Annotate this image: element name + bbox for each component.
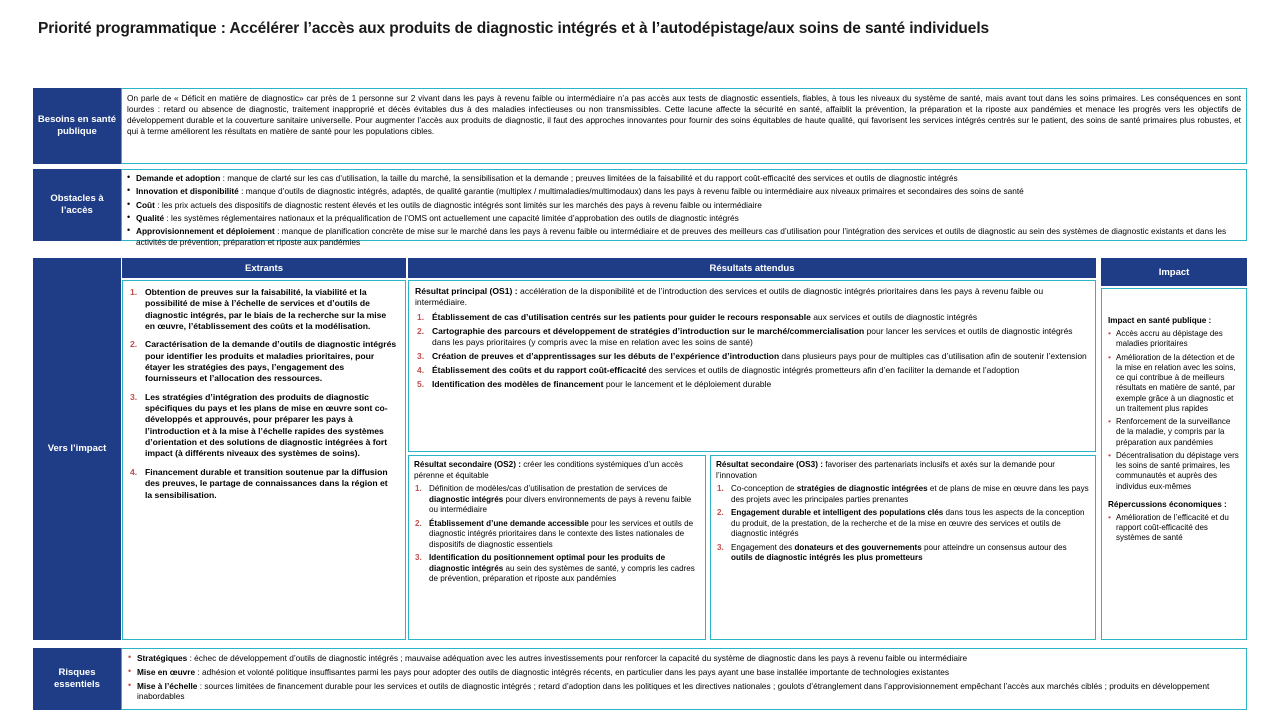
- key-risks-label: Risques essentiels: [33, 648, 121, 710]
- primary-outcome-lead-bold: Résultat principal (OS1) :: [415, 286, 518, 296]
- secondary-outcome-os2-panel: [408, 455, 706, 640]
- outcome-item: [415, 326, 1089, 348]
- outcome-item-term: Création de preuves et d’apprentissages sur les débuts de l’expérience d’introduction: [432, 350, 780, 361]
- os3-item-t2: pour atteindre un consensus autour des: [921, 542, 1067, 552]
- os2-item-t2: pour divers environnements de pays à revenu faible ou intermédiaire: [429, 494, 692, 515]
- os2-list: [414, 484, 700, 585]
- barrier-item-text: : manque d’outils de diagnostic intégrés, adaptés, de qualité garantie (multiplex / multimaladies/multimodaux) dans les pays à revenu faible ou intermédiaire aux niveaux primaires et secondaires des soins de santé: [238, 186, 1024, 197]
- barrier-item-text: : les systèmes réglementaires nationaux et la préqualification de l’OMS ont actuellement une capacité limitée d’approbation des outils de diagnostic intégrés: [164, 212, 739, 223]
- os3-item-b2: outils de diagnostic intégrés les plus prometteurs: [731, 553, 923, 563]
- public-health-needs-content: [121, 88, 1247, 164]
- barrier-item-term: Coût: [136, 199, 155, 210]
- risk-item-text: : adhésion et volonté politique insuffisantes parmi les pays pour adopter des outils de diagnostic intégrés récents, en particulier dans les pays ayant une base installée importante de technologies existantes: [195, 666, 950, 677]
- barrier-item-term: Innovation et disponibilité: [136, 186, 239, 197]
- outcome-item: [415, 379, 1089, 390]
- column-header-impact: Impact: [1101, 258, 1247, 286]
- os2-item: [414, 484, 700, 516]
- outputs-panel: [122, 280, 406, 640]
- outcome-item-text: pour le lancement et le déploiement durable: [603, 378, 772, 389]
- towards-impact-label: Vers l’impact: [33, 258, 121, 640]
- output-item: Les stratégies d’intégration des produits de diagnostic spécifiques du pays et les plans de mise en œuvre sont co-développés et approuvés, pour préparer les pays à l’introduction et à la mise à l’échelle rapides des systèmes d’orientation et des solutions de diagnostic intégrées à fort impact (à différents niveaux des systèmes de soins).: [145, 391, 388, 459]
- page-title: Priorité programmatique : Accélérer l’accès aux produits de diagnostic intégrés et à l’autodépistage/aux soins de santé individuels: [38, 20, 990, 37]
- os3-item-b: stratégies de diagnostic intégrées: [796, 484, 928, 494]
- public-health-needs-text: On parle de « Déficit en matière de diagnostic» car près de 1 personne sur 2 vivant dans les pays à revenu faible ou intermédiaire n’a pas accès aux tests de diagnostic essentiels, fiables, à tous les niveaux du système de santé, mais avant tout dans les soins primaires. Les conséquences en sont lourdes : retard ou absence de diagnostic, traitement inapproprié et décès évitables dus à des maladies infectieuses ou non transmissibles. Cette lacune affecte la sécurité en santé, affaiblit la prévention, la préparation et la riposte aux pandémies et menace les progrès vers les objectifs de développement durable et la couverture sanitaire universelle. Pour augmenter l’accès aux produits de diagnostic, il faut des approches innovantes pour fournir des soins équitables de haute qualité, qui favorisent les services intégrés centrés sur le patient, des soins de santé primaires plus robustes, et qui à terme améliorent les résultats en matière de santé pour les populations cibles.: [127, 93, 1241, 137]
- outcome-item-text: des services et outils de diagnostic intégrés prometteurs afin d’en faciliter la demande et l’adoption: [646, 364, 1020, 375]
- os2-lead: [414, 460, 700, 481]
- primary-outcome-lead: [415, 286, 1089, 309]
- barrier-item: [125, 213, 1241, 224]
- risk-item-text: : échec de développement d’outils de diagnostic intégrés ; mauvaise adéquation avec les autres investissements pour renforcer la capacité du système de diagnostic dans les pays à revenu faible ou intermédiaire: [187, 653, 968, 663]
- barrier-item-text: : les prix actuels des dispositifs de diagnostic restent élevés et les outils de diagnostic intégrés sont limités sur les marchés des pays à revenu faible ou intermédiaire: [154, 199, 762, 210]
- outputs-list: [127, 287, 397, 501]
- barrier-item: [125, 186, 1241, 197]
- key-risks-list: [125, 653, 1240, 702]
- os2-item-b: Établissement d’une demande accessible: [429, 518, 589, 528]
- impact-economic-list: [1106, 513, 1241, 544]
- primary-outcome-list: [415, 312, 1089, 390]
- os2-item-b: Identification du positionnement optimal pour les produits de diagnostic intégrés: [429, 553, 666, 573]
- barrier-item-text: : manque de planification concrète de mise sur le marché dans les pays à revenu faible ou intermédiaire et de preuves des meilleurs cas d’utilisation pour l’intégration des services et outils de diagnostic au sein des systèmes de diagnostic existants et dans les activités de prévention, préparation et riposte aux pandémies: [136, 226, 1227, 247]
- impact-public-health-item: • Accès accru au dépistage des maladies prioritaires: [1106, 329, 1241, 349]
- outcome-item-term: Établissement de cas d’utilisation centrés sur les patients pour guider le recours responsable: [432, 311, 811, 322]
- outcome-item-term: Identification des modèles de financement: [432, 378, 604, 389]
- os3-list: [716, 484, 1090, 564]
- impact-public-health-item: • Renforcement de la surveillance de la maladie, y compris par la préparation aux pandémies: [1106, 417, 1241, 448]
- os3-item-t2: dans tous les aspects de la conception du produit, de la prestation, de la recherche et de la mise en œuvre des services et outils de diagnostic intégrés: [731, 508, 1085, 539]
- access-barriers-list: [125, 173, 1241, 248]
- risk-item-term: Stratégiques: [137, 653, 188, 663]
- output-item: Obtention de preuves sur la faisabilité, la viabilité et la possibilité de mise à l’échelle de services et d’outils de diagnostic intégrés, par le biais de la recherche sur la mise en œuvre, l’établissement des coûts et la modélisation.: [145, 287, 387, 332]
- risk-item-text: : sources limitées de financement durable pour les services et outils de diagnostic intégrés ; retard d’adoption dans les politiques et les directives nationales ; goulots d’étranglement dans l’approvisionnement empêchant l’accès aux marchés ciblés ; produits en développement inabordables: [137, 680, 1210, 702]
- access-barriers-label: Obstacles à l’accès: [33, 169, 121, 241]
- barrier-item: [125, 173, 1241, 184]
- os2-item-t1: Définition de modèles/cas d’utilisation de prestation de services de: [429, 484, 668, 494]
- barrier-item-term: Approvisionnement et déploiement: [136, 226, 275, 237]
- secondary-outcome-os3-panel: [710, 455, 1096, 640]
- impact-panel: [1101, 288, 1247, 640]
- risk-item: [125, 681, 1240, 703]
- os3-lead-bold: Résultat secondaire (OS3) :: [716, 460, 823, 469]
- impact-public-health-header: Impact en santé publique :: [1108, 316, 1212, 325]
- os2-item-t2: pour les services et outils de diagnostic intégrés prioritaires dans le contexte des listes nationales de dispositifs de diagnostic essentiels: [429, 518, 694, 549]
- os3-lead: [716, 460, 1090, 481]
- impact-economic-header: Répercussions économiques :: [1108, 499, 1227, 509]
- risk-item-term: Mise en œuvre: [137, 666, 196, 677]
- os3-item-t1: Engagement des: [731, 542, 795, 552]
- barrier-item: [125, 200, 1241, 211]
- os2-lead-text: créer les conditions systémiques d’un accès pérenne et équitable: [414, 460, 683, 480]
- os2-item-t2: au sein des systèmes de santé, y compris les cadres de prévention, préparation et riposte aux pandémies: [429, 563, 695, 584]
- column-header-outputs: Extrants: [122, 258, 406, 278]
- access-barriers-content: [121, 169, 1247, 247]
- column-header-outcomes: Résultats attendus: [408, 258, 1096, 278]
- output-item: Financement durable et transition soutenue par la diffusion des preuves, le partage de connaissances dans la région et la sensibilisation.: [145, 466, 388, 500]
- barrier-item: [125, 226, 1241, 248]
- os3-item-t2: et de plans de mise en œuvre dans les pays des projets avec les principales parties prenantes: [731, 484, 1089, 504]
- os3-item-b: donateurs et des gouvernements: [794, 542, 922, 552]
- os3-item-t1: Co-conception de: [731, 484, 797, 494]
- outcome-item: [415, 312, 1089, 323]
- risk-item: [125, 667, 1240, 678]
- outcome-item-term: Cartographie des parcours et développement de stratégies d’introduction sur le marché/commercialisation: [432, 325, 865, 336]
- outcome-item: [415, 351, 1089, 362]
- key-risks-content: [121, 648, 1247, 710]
- os2-item-b: diagnostic intégrés: [429, 494, 504, 504]
- os3-lead-text: favoriser des partenariats inclusifs et axés sur la demande pour l’innovation: [716, 460, 1056, 480]
- impact-public-health-list: [1106, 329, 1241, 492]
- os3-item: [716, 508, 1090, 540]
- barrier-item-text: : manque de clarté sur les cas d’utilisation, la taille du marché, la sensibilisation et la demande ; preuves limitées de la faisabilité et du rapport coût-efficacité des services et outils de diagnostic intégrés: [220, 173, 958, 183]
- impact-economic-item: • Amélioration de l’efficacité et du rapport coût-efficacité des systèmes de santé: [1106, 513, 1241, 544]
- os2-item: [414, 553, 700, 585]
- key-risks-row: [33, 648, 1247, 710]
- outcome-item-text: dans plusieurs pays pour de multiples cas d’utilisation afin de soutenir l’extension: [779, 350, 1087, 361]
- os2-item: [414, 519, 700, 551]
- barrier-item-term: Demande et adoption: [136, 173, 221, 183]
- os3-item-b: Engagement durable et intelligent des populations clés: [731, 508, 944, 518]
- outcome-item-text: pour lancer les services et outils de diagnostic intégrés dans les pays prioritaires (y compris avec la mise en relation avec les soins de santé): [432, 325, 1073, 347]
- impact-public-health-item: • Décentralisation du dépistage vers les soins de santé primaires, les communautés et auprès des individus eux-mêmes: [1106, 451, 1241, 492]
- primary-outcome-lead-text: accélération de la disponibilité et de l’introduction des services et outils de diagnostic intégrés prioritaires dans les pays à revenu faible ou intermédiaire.: [415, 286, 1044, 308]
- output-item: Caractérisation de la demande d’outils de diagnostic intégrés pour identifier les produits et maladies prioritaires, pour étayer les stratégies des pays, l’engagement des fournisseurs et l’allocation des ressources.: [145, 339, 397, 384]
- risk-item: [125, 653, 1240, 664]
- impact-public-health-item: • Amélioration de la détection et de la mise en relation avec les soins, ce qui contribue à de meilleurs résultats en matière de santé, par exemple grâce à un diagnostic et un traitement plus rapides: [1106, 353, 1241, 414]
- public-health-needs-label: Besoins en santé publique: [33, 88, 121, 164]
- os3-item: [716, 484, 1090, 505]
- outcome-item: [415, 365, 1089, 376]
- risk-item-term: Mise à l’échelle: [137, 680, 198, 691]
- public-health-needs-row: [33, 88, 1247, 164]
- barrier-item-term: Qualité: [136, 212, 165, 223]
- os2-lead-bold: Résultat secondaire (OS2) :: [414, 460, 521, 469]
- outcome-item-term: Établissement des coûts et du rapport coût-efficacité: [432, 364, 647, 375]
- os3-item: [716, 543, 1090, 564]
- access-barriers-row: [33, 169, 1247, 247]
- primary-outcome-panel: [408, 280, 1096, 452]
- outcome-item-text: aux services et outils de diagnostic intégrés: [810, 311, 978, 322]
